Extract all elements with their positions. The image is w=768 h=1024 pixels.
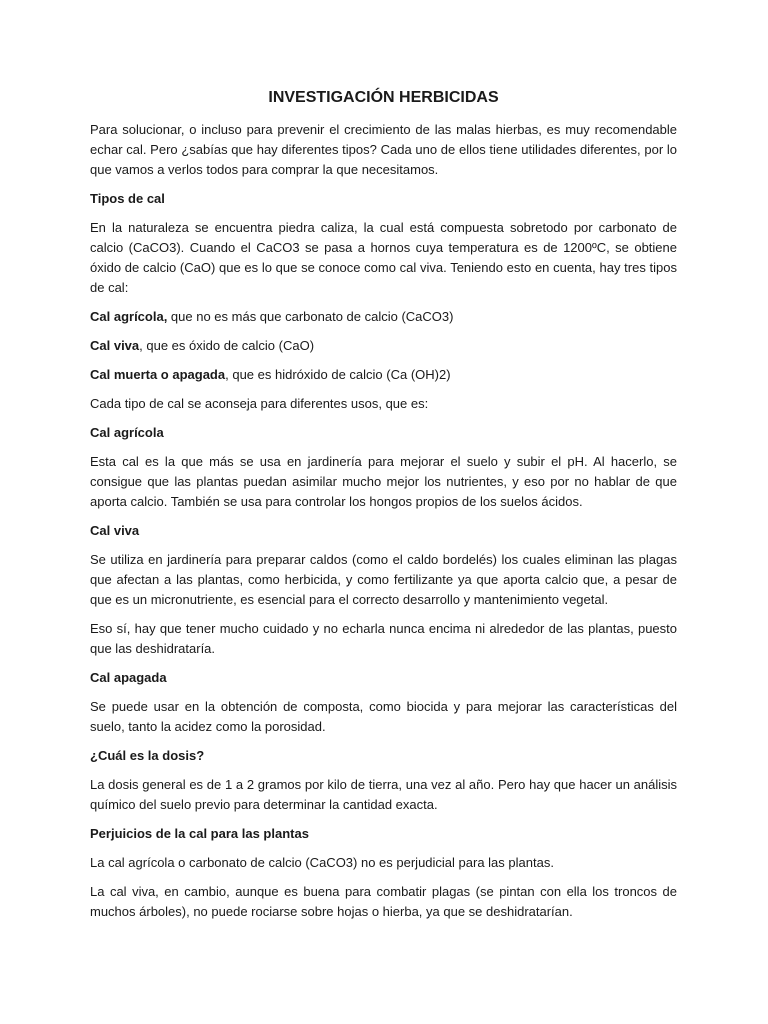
tipo-term: Cal muerta o apagada [90, 367, 226, 382]
dosis-heading: ¿Cuál es la dosis? [90, 748, 205, 763]
viva-heading: Cal viva [90, 523, 140, 538]
tipos-paragraph: En la naturaleza se encuentra piedra caliza, la cual está compuesta sobretodo por carbonato de calcio (CaCO3). Cuando el CaCO3 se pasa a hornos cuya temperatura es de 1200ºC, se obtiene óxido de calcio (CaO) que es lo que se conoce como cal viva. Teniendo esto en cuenta, hay tres tipos de cal: [90, 220, 677, 295]
tipos-heading: Tipos de cal [90, 191, 165, 206]
apagada-heading: Cal apagada [90, 670, 167, 685]
document-page [90, 88, 677, 931]
perjuicios-paragraph-1: La cal agrícola o carbonato de calcio (CaCO3) no es perjudicial para las plantas. [90, 855, 554, 870]
apagada-paragraph: Se puede usar en la obtención de composta, como biocida y para mejorar las características del suelo, tanto la acidez como la porosidad. [90, 699, 677, 734]
tipo-description: que no es más que carbonato de calcio (CaCO3) [167, 309, 454, 324]
tipo-item-agricola [90, 307, 677, 327]
perjuicios-paragraph-2: La cal viva, en cambio, aunque es buena para combatir plagas (se pintan con ella los troncos de muchos árboles), no puede rociarse sobre hojas o hierba, ya que se deshidratarían. [90, 884, 677, 919]
intro-paragraph: Para solucionar, o incluso para prevenir el crecimiento de las malas hierbas, es muy recomendable echar cal. Pero ¿sabías que hay diferentes tipos? Cada uno de ellos tiene utilidades diferentes, por lo que vamos a verlos todos para comprar la que necesitamos. [90, 122, 677, 177]
tipo-term: Cal agrícola, [90, 309, 168, 324]
agricola-heading: Cal agrícola [90, 425, 164, 440]
usos-paragraph: Cada tipo de cal se aconseja para diferentes usos, que es: [90, 396, 429, 411]
viva-paragraph-1: Se utiliza en jardinería para preparar caldos (como el caldo bordelés) los cuales eliminan las plagas que afectan a las plantas, como herbicida, y como fertilizante ya que aporta calcio que, a pesar de que es un micronutriente, es esencial para el correcto desarrollo y mantenimiento vegetal. [90, 552, 677, 607]
document-title: INVESTIGACIÓN HERBICIDAS [268, 89, 499, 106]
tipo-item-apagada [90, 365, 677, 385]
dosis-paragraph: La dosis general es de 1 a 2 gramos por kilo de tierra, una vez al año. Pero hay que hacer un análisis químico del suelo previo para determinar la cantidad exacta. [90, 777, 677, 812]
tipo-term: Cal viva [90, 338, 140, 353]
tipo-item-viva [90, 336, 677, 356]
perjuicios-heading: Perjuicios de la cal para las plantas [90, 826, 309, 841]
tipo-description: , que es hidróxido de calcio (Ca (OH)2) [225, 367, 451, 382]
tipo-description: , que es óxido de calcio (CaO) [139, 338, 315, 353]
agricola-paragraph: Esta cal es la que más se usa en jardinería para mejorar el suelo y subir el pH. Al hacerlo, se consigue que las plantas puedan asimilar mucho mejor los nutrientes, y eso por no hablar de que aporta calcio. También se usa para controlar los hongos propios de los suelos ácidos. [90, 454, 677, 509]
viva-paragraph-2: Eso sí, hay que tener mucho cuidado y no echarla nunca encima ni alrededor de las plantas, puesto que las deshidrataría. [90, 621, 677, 656]
